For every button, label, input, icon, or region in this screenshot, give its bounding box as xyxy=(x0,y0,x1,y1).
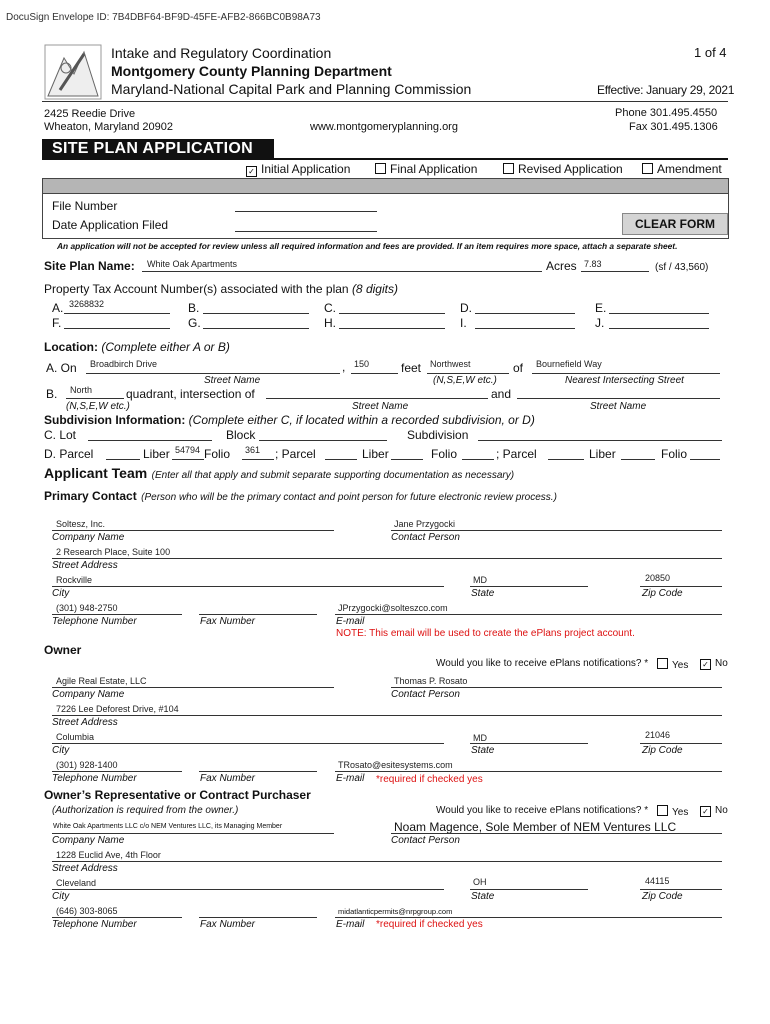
contact-caption: Contact Person xyxy=(391,835,460,846)
tax-g-label: G. xyxy=(188,316,201,330)
folio2-field[interactable] xyxy=(462,459,494,460)
primary-zip-value: 20850 xyxy=(645,573,671,583)
app-type-revised[interactable]: Revised Application xyxy=(503,162,623,176)
tax-g-field[interactable] xyxy=(203,328,309,329)
fax: Fax 301.495.1306 xyxy=(629,121,718,133)
owner-eplans-yes[interactable]: Yes xyxy=(657,658,688,671)
folio3-label: Folio xyxy=(661,447,688,461)
city-caption: City xyxy=(52,745,70,756)
title-bar xyxy=(42,139,274,159)
nearest-street-field[interactable] xyxy=(532,373,720,374)
rep-contact-value: Noam Magence, Sole Member of NEM Ventures LLC xyxy=(394,820,677,834)
rep-email-value: midatlanticpermits@nrpgroup.com xyxy=(338,907,453,916)
owner-email-field[interactable] xyxy=(335,771,722,772)
owner-company-field[interactable] xyxy=(52,687,334,688)
owner-heading: Owner xyxy=(44,643,82,657)
owner-state-value: MD xyxy=(473,733,487,743)
rep-zip-field[interactable] xyxy=(640,889,722,890)
subdivision-field[interactable] xyxy=(478,440,722,441)
website-link[interactable]: www.montgomeryplanning.org xyxy=(310,121,458,133)
rep-company-value: White Oak Apartments LLC c/o NEM Ventures LLC, its Managing Member xyxy=(53,823,283,830)
check-icon[interactable]: ✓ xyxy=(700,659,711,670)
parcel3-field[interactable] xyxy=(548,459,584,460)
rep-heading: Owner’s Representative or Contract Purchaser xyxy=(44,788,311,802)
primary-city-value: Rockville xyxy=(56,575,93,585)
tax-j-label: J. xyxy=(595,316,605,330)
address-line1: 2425 Reedie Drive xyxy=(44,108,136,120)
effective-date: Effective: January 29, 2021 xyxy=(597,83,735,97)
rep-city-field[interactable] xyxy=(52,889,444,890)
check-icon[interactable]: ✓ xyxy=(700,806,711,817)
file-number-field[interactable] xyxy=(235,211,377,212)
rep-eplans-question: Would you like to receive ePlans notifications? * xyxy=(436,805,649,816)
fax-caption: Fax Number xyxy=(200,919,256,930)
phone-caption: Telephone Number xyxy=(52,773,137,784)
primary-state-field[interactable] xyxy=(470,586,588,587)
primary-contact-heading: Primary Contact (Person who will be the primary contact and point person for future electronic review process.) xyxy=(44,489,557,503)
primary-contact-field[interactable] xyxy=(391,530,722,531)
tax-d-field[interactable] xyxy=(475,313,575,314)
acres-field[interactable] xyxy=(581,271,649,272)
page-title: SITE PLAN APPLICATION xyxy=(52,140,253,157)
folio-label: Folio xyxy=(204,447,231,461)
owner-street-value: 7226 Lee Deforest Drive, #104 xyxy=(56,704,179,714)
rep-note: (Authorization is required from the owner.) xyxy=(52,805,239,816)
email-caption: E-mail xyxy=(336,919,365,930)
street-name-caption-3: Street Name xyxy=(590,401,647,412)
rep-street-value: 1228 Euclid Ave, 4th Floor xyxy=(56,850,161,860)
tax-h-field[interactable] xyxy=(339,328,445,329)
primary-phone-field[interactable] xyxy=(52,614,182,615)
email-caption: E-mail xyxy=(336,616,365,627)
folio3-field[interactable] xyxy=(690,459,720,460)
liber2-field[interactable] xyxy=(391,459,423,460)
primary-contact-value: Jane Przygocki xyxy=(394,519,456,529)
tax-e-field[interactable] xyxy=(609,313,709,314)
location-a-street-value: Broadbirch Drive xyxy=(90,359,158,369)
block-label: Block xyxy=(226,428,256,442)
notice: An application will not be accepted for review unless all required information and fees are provided. If an item requires more space, attach a separate sheet. xyxy=(57,241,678,251)
of-label: of xyxy=(513,361,524,375)
contact-caption: Contact Person xyxy=(391,689,460,700)
tax-f-field[interactable] xyxy=(64,328,170,329)
liber3-field[interactable] xyxy=(621,459,655,460)
owner-zip-field[interactable] xyxy=(640,743,722,744)
intersection-street1-field[interactable] xyxy=(266,398,488,399)
rep-zip-value: 44115 xyxy=(645,876,670,886)
nearest-street-caption: Nearest Intersecting Street xyxy=(565,375,684,386)
street-name-caption: Street Name xyxy=(204,375,261,386)
street-caption: Street Address xyxy=(52,717,118,728)
state-caption: State xyxy=(471,745,495,756)
lot-label: C. Lot xyxy=(44,428,77,442)
primary-fax-field[interactable] xyxy=(199,614,317,615)
header-line1: Intake and Regulatory Coordination xyxy=(111,45,332,61)
location-feet-value: 150 xyxy=(354,359,370,369)
rep-phone-field[interactable] xyxy=(52,917,182,918)
rep-eplans-yes[interactable]: Yes xyxy=(657,805,688,818)
lot-field[interactable] xyxy=(88,440,212,441)
location-b-label: B. xyxy=(46,387,58,401)
tax-a-label: A. xyxy=(52,301,64,315)
date-filed-field[interactable] xyxy=(235,231,377,232)
owner-zip-value: 21046 xyxy=(645,730,671,740)
location-a-street-field[interactable] xyxy=(86,373,340,374)
intersection-street2-field[interactable] xyxy=(517,398,720,399)
owner-city-field[interactable] xyxy=(52,743,444,744)
quadrant-text: quadrant, intersection of xyxy=(126,387,255,401)
state-caption: State xyxy=(471,891,495,902)
block-field[interactable] xyxy=(259,440,387,441)
email-caption: E-mail xyxy=(336,773,365,784)
street-caption: Street Address xyxy=(52,560,118,571)
company-caption: Company Name xyxy=(52,532,125,543)
mncppc-logo-icon xyxy=(44,44,102,100)
site-plan-label: Site Plan Name: xyxy=(44,259,135,273)
owner-contact-field[interactable] xyxy=(391,687,722,688)
fax-caption: Fax Number xyxy=(200,773,256,784)
email-note: NOTE: This email will be used to create the ePlans project account. xyxy=(336,628,635,639)
tax-b-field[interactable] xyxy=(203,313,309,314)
checkbox-icon[interactable] xyxy=(657,805,668,816)
subdivision-label: Subdivision xyxy=(407,428,469,442)
direction-value: Northwest xyxy=(430,359,471,369)
company-caption: Company Name xyxy=(52,689,125,700)
and-label: and xyxy=(491,387,512,401)
tax-a-value: 3268832 xyxy=(69,299,105,309)
state-caption: State xyxy=(471,588,495,599)
office-use-bar xyxy=(42,178,729,194)
date-filed-label: Date Application Filed xyxy=(52,218,169,232)
comma: , xyxy=(342,360,346,374)
street-name-caption-2: Street Name xyxy=(352,401,409,412)
tax-h-label: H. xyxy=(324,316,336,330)
rep-state-value: OH xyxy=(473,877,487,887)
parcel2-label: ; Parcel xyxy=(275,447,316,461)
owner-email-value: TRosato@esitesystems.com xyxy=(338,760,453,770)
tax-a-field[interactable] xyxy=(64,313,170,314)
header-line2: Montgomery County Planning Department xyxy=(111,63,392,79)
site-plan-name-field[interactable] xyxy=(142,271,542,272)
company-caption: Company Name xyxy=(52,835,125,846)
zip-caption: Zip Code xyxy=(642,588,683,599)
primary-company-field[interactable] xyxy=(52,530,334,531)
tax-c-label: C. xyxy=(324,301,336,315)
fax-caption: Fax Number xyxy=(200,616,256,627)
location-feet-field[interactable] xyxy=(351,373,398,374)
owner-company-value: Agile Real Estate, LLC xyxy=(56,676,147,686)
rep-email-field[interactable] xyxy=(335,917,722,918)
rep-required-note: *required if checked yes xyxy=(376,919,483,930)
liber-label: Liber xyxy=(143,447,170,461)
tax-label: Property Tax Account Number(s) associated with the plan (8 digits) xyxy=(44,282,398,296)
liber-value: 54794 xyxy=(175,445,201,455)
check-icon[interactable]: ✓ xyxy=(246,166,257,177)
rep-company-field[interactable] xyxy=(52,833,334,834)
owner-eplans-no[interactable]: ✓ No xyxy=(700,658,728,670)
header-line3: Maryland-National Capital Park and Planning Commission xyxy=(111,81,472,97)
folio2-label: Folio xyxy=(431,447,458,461)
parcel-field[interactable] xyxy=(106,459,140,460)
phone: Phone 301.495.4550 xyxy=(615,107,718,119)
rep-street-field[interactable] xyxy=(52,861,722,862)
primary-city-field[interactable] xyxy=(52,586,444,587)
primary-email-field[interactable] xyxy=(335,614,722,615)
primary-street-value: 2 Research Place, Suite 100 xyxy=(56,547,171,557)
checkbox-icon[interactable] xyxy=(657,658,668,669)
tax-b-label: B. xyxy=(188,301,200,315)
rep-phone-value: (646) 303-8065 xyxy=(56,906,118,916)
owner-city-value: Columbia xyxy=(56,732,95,742)
tax-j-field[interactable] xyxy=(609,328,709,329)
owner-state-field[interactable] xyxy=(470,743,588,744)
nearest-street-value: Bournefield Way xyxy=(536,359,602,369)
site-plan-name-value: White Oak Apartments xyxy=(147,259,238,269)
primary-phone-value: (301) 948-2750 xyxy=(56,603,118,613)
folio-value: 361 xyxy=(245,445,261,455)
app-type-initial[interactable]: ✓ Initial Application xyxy=(246,162,350,177)
applicant-team-heading: Applicant Team (Enter all that apply and submit separate supporting documentation as necessary) xyxy=(44,465,515,481)
contact-caption: Contact Person xyxy=(391,532,460,543)
checkbox-icon[interactable] xyxy=(503,163,514,174)
file-number-label: File Number xyxy=(52,199,118,213)
tax-e-label: E. xyxy=(595,301,607,315)
tax-i-field[interactable] xyxy=(475,328,575,329)
page-number: 1 of 4 xyxy=(694,45,727,60)
liber2-label: Liber xyxy=(362,447,389,461)
zip-caption: Zip Code xyxy=(642,891,683,902)
tax-i-label: I. xyxy=(460,316,467,330)
owner-street-field[interactable] xyxy=(52,715,722,716)
owner-required-note: *required if checked yes xyxy=(376,774,483,785)
liber-field[interactable] xyxy=(172,459,204,460)
subdivision-heading: Subdivision Information: (Complete either C, if located within a recorded subdivision, or D) xyxy=(44,413,535,427)
primary-company-value: Soltesz, Inc. xyxy=(56,519,106,529)
owner-contact-value: Thomas P. Rosato xyxy=(394,676,468,686)
direction-caption: (N,S,E,W etc.) xyxy=(433,375,497,386)
checkbox-icon[interactable] xyxy=(375,163,386,174)
owner-phone-field[interactable] xyxy=(52,771,182,772)
parcel3-label: ; Parcel xyxy=(496,447,537,461)
location-heading: Location: (Complete either A or B) xyxy=(44,340,230,354)
checkbox-icon[interactable] xyxy=(642,163,653,174)
primary-zip-field[interactable] xyxy=(640,586,722,587)
quadrant-caption: (N,S,E,W etc.) xyxy=(66,401,130,412)
rep-fax-field[interactable] xyxy=(199,917,317,918)
parcel-label: D. Parcel xyxy=(44,447,94,461)
street-caption: Street Address xyxy=(52,863,118,874)
clear-form-button[interactable]: CLEAR FORM xyxy=(622,213,728,235)
phone-caption: Telephone Number xyxy=(52,919,137,930)
tax-f-label: F. xyxy=(52,316,62,330)
direction-field[interactable] xyxy=(427,373,509,374)
acres-label: Acres xyxy=(546,259,577,273)
city-caption: City xyxy=(52,891,70,902)
rep-city-value: Cleveland xyxy=(56,878,97,888)
rep-state-field[interactable] xyxy=(470,889,588,890)
app-type-amendment[interactable]: Amendment xyxy=(642,162,722,176)
tax-c-field[interactable] xyxy=(339,313,445,314)
acres-value: 7.83 xyxy=(584,259,602,269)
owner-phone-value: (301) 928-1400 xyxy=(56,760,118,770)
address-line2: Wheaton, Maryland 20902 xyxy=(44,121,174,133)
feet-label: feet xyxy=(401,361,422,375)
phone-caption: Telephone Number xyxy=(52,616,137,627)
sf-note: (sf / 43,560) xyxy=(655,262,709,273)
primary-state-value: MD xyxy=(473,575,487,585)
primary-email-value: JPrzygocki@solteszco.com xyxy=(338,603,448,613)
quadrant-field[interactable] xyxy=(66,398,124,399)
owner-eplans-question: Would you like to receive ePlans notifications? * xyxy=(436,658,649,669)
rep-contact-field[interactable] xyxy=(391,833,722,834)
parcel2-field[interactable] xyxy=(325,459,357,460)
zip-caption: Zip Code xyxy=(642,745,683,756)
folio-field[interactable] xyxy=(242,459,274,460)
quadrant-value: North xyxy=(70,385,93,395)
primary-street-field[interactable] xyxy=(52,558,722,559)
city-caption: City xyxy=(52,588,70,599)
owner-fax-field[interactable] xyxy=(199,771,317,772)
location-a-label: A. On xyxy=(46,361,77,375)
rep-eplans-no[interactable]: ✓ No xyxy=(700,805,728,817)
tax-d-label: D. xyxy=(460,301,472,315)
app-type-final[interactable]: Final Application xyxy=(375,162,477,176)
liber3-label: Liber xyxy=(589,447,616,461)
envelope-id: DocuSign Envelope ID: 7B4DBF64-BF9D-45FE-AFB2-866BC0B98A73 xyxy=(6,12,321,23)
